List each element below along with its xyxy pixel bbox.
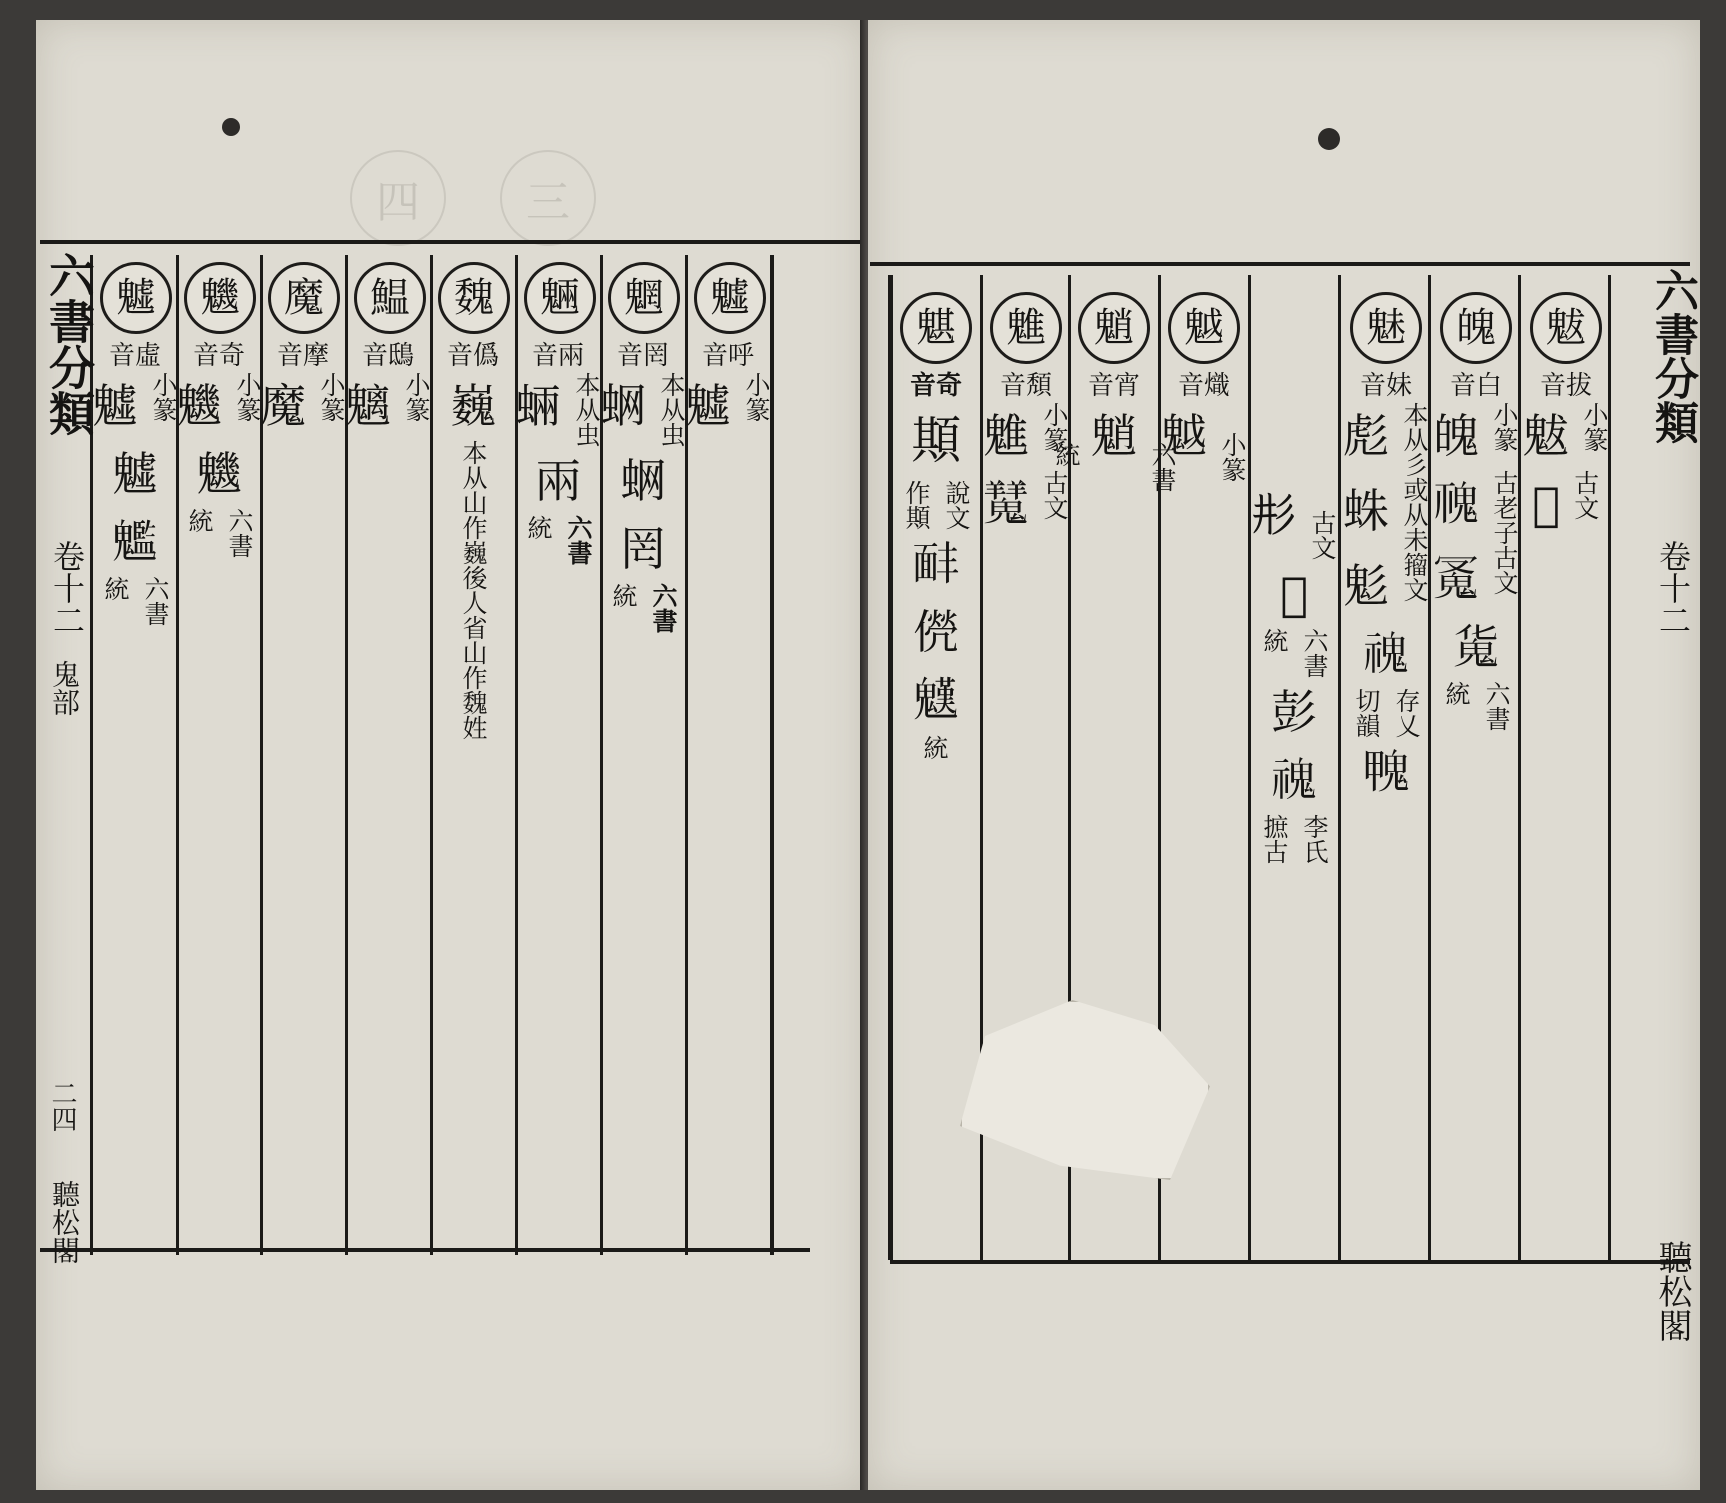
seal-script-form: 魖 [112,447,158,501]
form-note: 小篆 [1040,402,1069,452]
form-note: 切韻 [1352,688,1381,738]
form-note: 統 [524,515,553,540]
seal-script-form: 𩲜 [1453,620,1499,674]
ghost-mark-four: 四 [350,150,446,246]
head-seal: 魕 [184,262,256,334]
form-note: 存乂 [1392,688,1421,738]
seal-script-form: 魕 [176,379,222,433]
form-note: 統 [1442,681,1471,706]
sound-gloss: 音白 [1449,371,1502,401]
entry-column [685,340,771,440]
form-note: 本从彡 [1400,402,1429,477]
seal-script-form: 𩈈 [913,537,959,591]
sound-gloss: 音拔 [1539,371,1592,401]
seal-script-form: 魋 [983,409,1029,463]
left-edge-title: 六書分類 [42,252,96,436]
form-note: 小篆 [149,372,178,422]
form-note: 小篆 [1490,402,1519,452]
entry-column [1433,370,1519,731]
sound-gloss: 音熾 [1177,371,1230,401]
head-seal: 魖 [100,262,172,334]
form-note: 小篆 [1580,402,1609,452]
column-rule [888,275,893,1260]
right-edge-title: 六書分類 [1647,268,1698,444]
seal-script-form: 魑 [345,379,391,433]
form-note: 統 [101,576,130,601]
form-note: 古文 [1490,545,1519,595]
form-note: 或从未 [1400,477,1429,552]
entry-column [515,340,601,565]
seal-script-form: 𩴓 [913,673,959,727]
head-seal: 魌 [900,292,972,364]
form-note: 古文 [1570,470,1600,520]
left-edge-radical: 鬼部 [48,660,81,716]
seal-script-form: 鬽 [1343,559,1389,613]
seal-script-form: 㒌 [913,605,959,659]
ghost-mark-three: 三 [500,150,596,246]
entry-column [1161,370,1247,482]
form-note: 作䫏 [902,480,931,530]
seal-script-form: 彭 [1271,685,1317,739]
form-note: 統 [923,734,949,763]
seal-script-form: 𩲚 [1433,477,1479,531]
left-bottom-rule [40,1248,810,1252]
seal-script-form: 兩 [535,454,581,508]
form-note: 統 [1052,442,1081,467]
left-edge-folio: 二四 [47,1080,77,1132]
left-top-rule [40,240,860,244]
sound-gloss: 音呼 [701,341,754,371]
head-seal: 魄 [1440,292,1512,364]
form-note: 籀文 [1400,552,1429,602]
column-rule [1338,275,1341,1260]
form-note: 古文 [1308,510,1337,560]
seal-script-form: 䫏 [911,412,961,470]
sound-gloss: 音僞 [446,341,499,371]
entry-column [434,340,512,770]
sound-gloss: 音兩 [531,341,584,371]
entry-column [1251,480,1337,864]
entry-column [345,340,431,440]
head-seal: 魃 [1530,292,1602,364]
head-seal: 魏 [438,262,510,334]
seal-script-form: 魄 [1433,409,1479,463]
sound-gloss: 音摩 [276,341,329,371]
form-note: 古老子 [1490,470,1519,545]
head-seal: 鰛 [354,262,426,334]
seal-script-form: 魖 [92,379,138,433]
seal-script-form: 魖 [685,379,731,433]
form-note: 統 [185,508,214,533]
right-bottom-rule [890,1260,1690,1264]
form-note: 本从虫 [572,372,601,447]
form-note: 本从山作巍後人省山作魏姓 [459,440,488,740]
seal-script-form: 蛛 [1343,484,1389,538]
form-note: 小篆 [402,372,431,422]
head-seal: 魔 [268,262,340,334]
form-note: 古文 [1040,470,1069,520]
sound-gloss: 音虛 [108,341,161,371]
seal-script-form: 𩴵 [112,515,158,569]
seal-script-form: 巍 [450,379,496,433]
head-seal: 魅 [1350,292,1422,364]
form-note: 小篆 [317,372,346,422]
sound-gloss: 音妹 [1359,371,1412,401]
form-note: 摭古 [1260,814,1289,864]
ink-blot [1318,128,1340,150]
head-seal: 魋 [990,292,1062,364]
head-seal: 魈 [1078,292,1150,364]
seal-script-form: 𢒈 [1251,487,1297,541]
seal-script-form: 𩲛 [1433,552,1479,606]
form-note: 六書 [1482,681,1511,731]
entry-column [260,340,346,440]
column-rule [1248,275,1251,1260]
form-note: 六書 [141,576,170,626]
left-edge-publisher: 聽松閣 [48,1180,81,1264]
right-edge-publisher: 聽松閣 [1652,1240,1692,1342]
form-note: 李氏 [1300,814,1329,864]
form-note: 六書 [1300,628,1329,678]
form-note: 小篆 [742,372,771,422]
sound-gloss: 音頽 [999,371,1052,401]
form-note: 本从虫 [657,372,686,447]
sound-gloss: 音鴟 [361,341,414,371]
seal-script-form: 蛧 [620,454,666,508]
entry-column [92,340,178,626]
form-note: 統 [1260,628,1289,653]
seal-script-form: 魔 [260,379,306,433]
seal-script-form: 魕 [196,447,242,501]
entry-column [896,370,976,764]
right-edge-volume: 卷十二 [1654,540,1692,636]
form-note: 小篆 [233,372,262,422]
form-note: 六書 [225,508,254,558]
head-seal: 魖 [694,262,766,334]
sound-gloss: 音奇 [909,371,962,401]
sound-gloss: 音罔 [616,341,669,371]
right-top-rule [870,262,1690,266]
seal-script-form: 蜽 [515,379,561,433]
form-note: 說文 [942,480,971,530]
form-note: 六書 [564,515,593,565]
seal-script-form: 罔 [620,522,666,576]
entry-column [1343,370,1429,806]
form-note: 小篆 [1218,432,1247,482]
form-note: 六書 [1148,442,1177,492]
seal-script-form: 𩴨 [983,477,1029,531]
head-seal: 魆 [1168,292,1240,364]
head-seal: 魍 [608,262,680,334]
sound-gloss: 音奇 [192,341,245,371]
left-edge-volume: 卷十二 [48,540,86,636]
seal-script-form: 魈 [1091,409,1137,463]
seal-script-form: 𩲡 [1363,627,1409,681]
form-note: 六書 [649,583,678,633]
seal-script-form: 𩲅 [1280,567,1308,621]
head-seal: 魎 [524,262,596,334]
seal-script-form: 𩲣 [1363,745,1409,799]
entry-column [600,340,686,633]
seal-script-form: 彪 [1343,409,1389,463]
ink-blot [222,118,240,136]
sound-gloss: 音宵 [1087,371,1140,401]
seal-script-form: 𩲓 [1532,477,1560,531]
seal-script-form: 魃 [1523,409,1569,463]
seal-script-form: 𩲡 [1271,753,1317,807]
seal-script-form: 蛧 [600,379,646,433]
seal-script-form: 魆 [1161,409,1207,463]
entry-column [176,340,262,558]
entry-column [1523,370,1609,538]
form-note: 統 [609,583,638,608]
